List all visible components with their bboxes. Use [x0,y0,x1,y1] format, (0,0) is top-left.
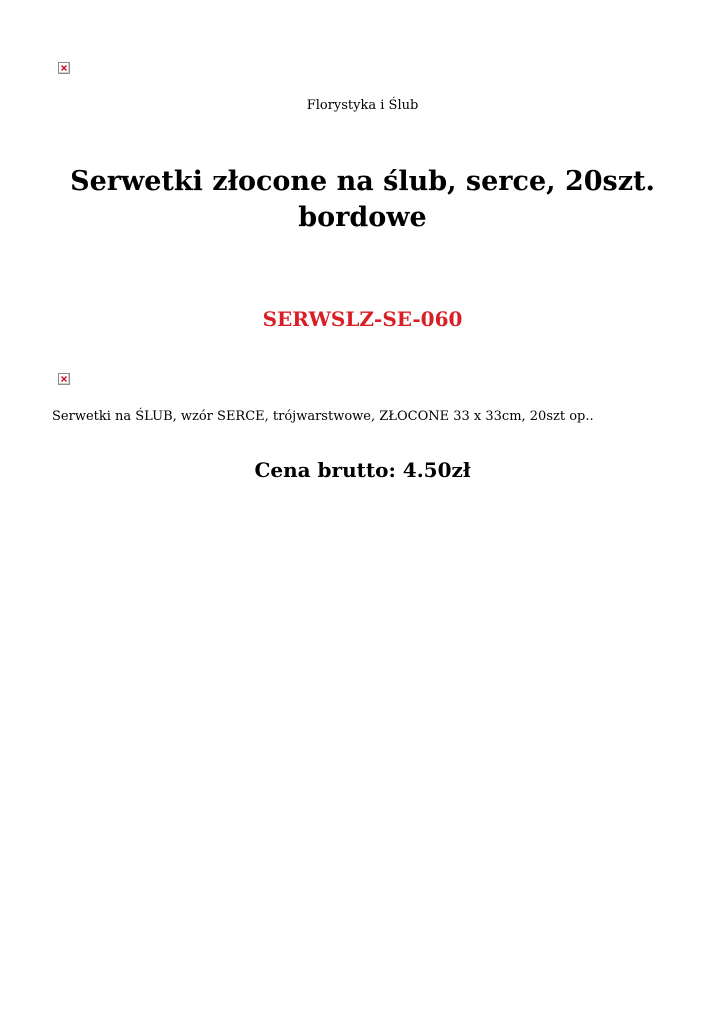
broken-image-icon [58,373,70,385]
broken-image-icon [58,62,70,74]
product-description: Serwetki na ŚLUB, wzór SERCE, trójwarstwowe, ZŁOCONE 33 x 33cm, 20szt op.. [52,409,594,424]
category-label: Florystyka i Ślub [306,98,419,113]
image-error-cross [61,65,67,71]
product-title: Serwetki złocone na ślub, serce, 20szt. bordowe [70,166,655,233]
product-price: Cena brutto: 4.50zł [254,458,471,482]
image-error-cross [61,376,67,382]
product-sku: SERWSLZ-SE-060 [262,307,463,331]
